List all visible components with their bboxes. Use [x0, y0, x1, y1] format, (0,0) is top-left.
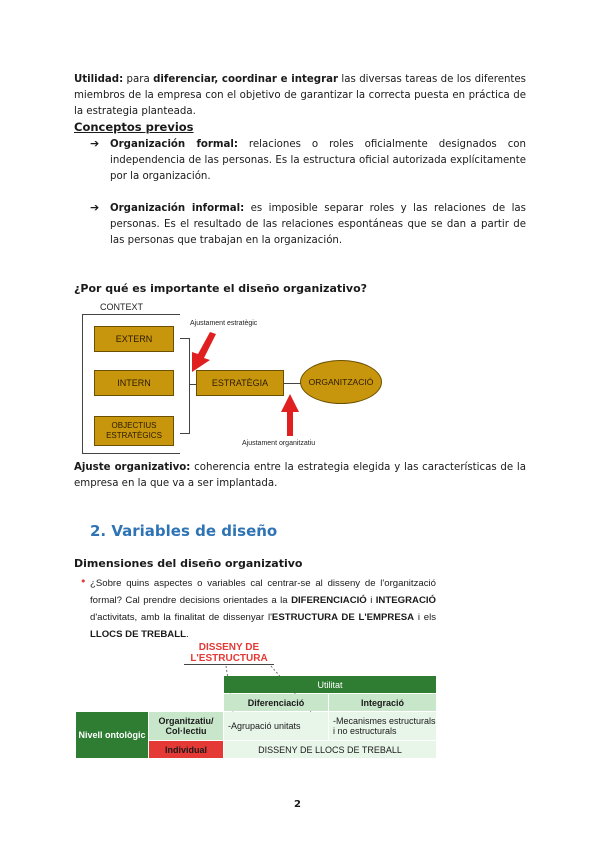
ajust-estrategic-arrow — [192, 332, 216, 372]
ajust-organitzatiu-label: Ajustament organitzatiu — [242, 440, 316, 447]
arrow-icon: ➔ — [90, 137, 100, 150]
nivell-cell: Nivell ontològic — [76, 712, 148, 758]
section-2-title: 2. Variables de diseño — [90, 522, 278, 540]
agrupacio-cell: -Agrupació unitats — [224, 712, 328, 740]
individual-cell: Individual — [149, 741, 223, 758]
utilidad-paragraph: Utilidad: para diferenciar, coordinar e integrar las diversas tareas de los diferentes miembros de la empresa con el objetivo de garantizar la correcta puesta en práctica de la estrategia planteada. — [74, 74, 526, 117]
ajuste-paragraph: Ajuste organizativo: coherencia entre la estrategia elegida y las características de la empresa en la que va a ser implantada. — [74, 462, 526, 489]
question-heading: ¿Por qué es importante el diseño organizativo? — [74, 282, 368, 295]
estrategia-box: ESTRATÈGIA — [196, 370, 284, 396]
organitzatiu-cell: Organitzatiu/ Col·lectiu — [149, 712, 223, 740]
dimensiones-text: ¿Sobre quins aspectes o variables cal centrar-se al disseny de l'organització formal? Cal prendre decisions orientades a la DIFERENCIACIÓ i INTEGRACIÓ d'activitats, amb la finalitat de dissenyar l'ESTRUCTURA DE L'EMPRESA i els LLOCS DE TREBALL. — [90, 578, 437, 640]
disseny-estructura-label: DISSENY DE L'ESTRUCTURA — [184, 642, 274, 665]
utilitat-header: Utilitat — [224, 676, 436, 693]
disseny-llocs-cell: DISSENY DE LLOCS DE TREBALL — [224, 741, 436, 758]
dimensions-table — [76, 642, 438, 762]
extern-box: EXTERN — [94, 326, 174, 352]
utilidad-label: Utilidad: — [74, 74, 124, 85]
ajust-organitzatiu-arrow — [281, 394, 299, 436]
page-number: 2 — [294, 799, 301, 810]
conceptos-previos-heading: Conceptos previos — [74, 120, 194, 134]
objectius-box: OBJECTIUS ESTRATÈGICS — [94, 416, 174, 446]
arrow-icon: ➔ — [90, 201, 100, 214]
mecanismes-cell: -Mecanismes estructurals i no estructurals — [329, 712, 436, 740]
intern-box: INTERN — [94, 370, 174, 396]
ajust-estrategic-label: Ajustament estratègic — [190, 320, 258, 327]
bullet-icon: • — [80, 575, 87, 588]
diferenciacio-header: Diferenciació — [224, 694, 328, 711]
integracio-header: Integració — [329, 694, 436, 711]
organizacion-informal: Organización informal: es imposible separar roles y las relaciones de las personas. Es el resultado de las relaciones espontáneas que se dan a partir de las personas que trabajan en la organización. — [110, 203, 526, 246]
dimensiones-title: Dimensiones del diseño organizativo — [74, 557, 303, 570]
context-label: CONTEXT — [100, 302, 144, 312]
context-diagram — [80, 300, 380, 455]
organitzacio-ellipse: ORGANITZACIÓ — [300, 360, 382, 404]
organizacion-formal: Organización formal: relaciones o roles oficialmente designados con independencia de las personas. Es la estructura oficial autorizada explícitamente por la organización. — [110, 139, 526, 182]
